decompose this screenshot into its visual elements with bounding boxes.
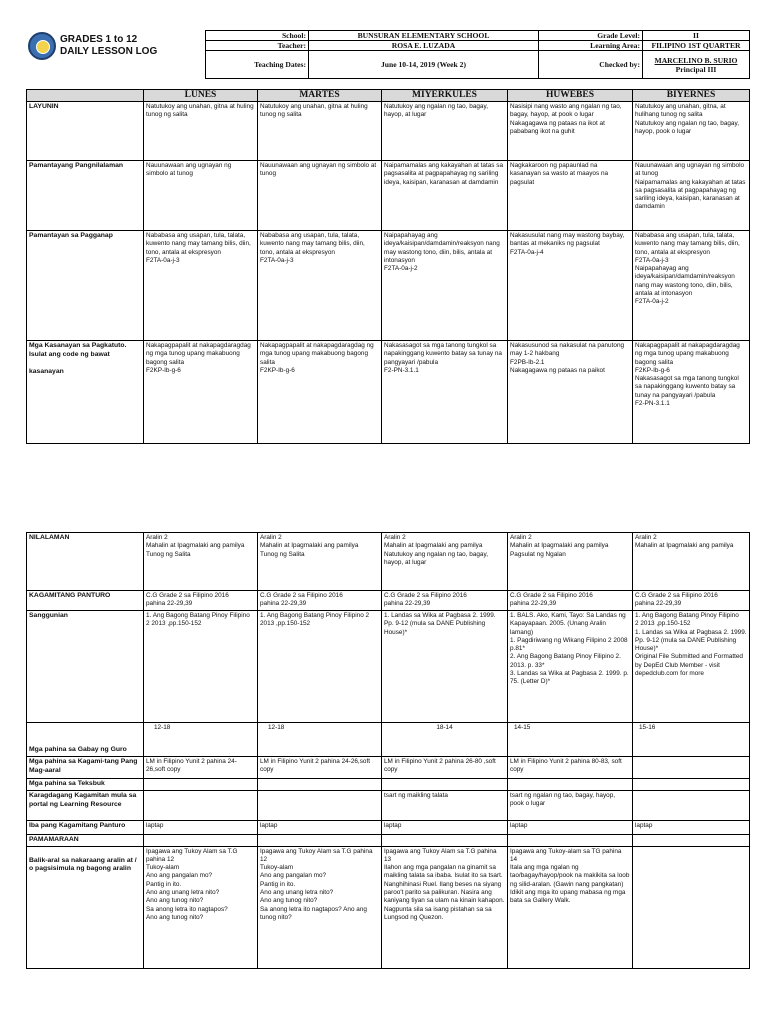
table-cell bbox=[508, 835, 633, 847]
table-row bbox=[27, 821, 750, 835]
table-cell: tsart ng maikling talata bbox=[382, 791, 508, 821]
table-cell: LM in Filipino Yunit 2 pahina 24-26,soft copy bbox=[258, 757, 382, 779]
table-cell: laptap bbox=[633, 821, 750, 835]
table-cell bbox=[633, 846, 750, 968]
table-cell: Nakasusunod sa nakasulat na panutong may 1-2 hakbang F2PB-Ib-2.1 Nakagagawa ng pataas na paikot bbox=[508, 341, 633, 444]
table-row bbox=[27, 161, 750, 231]
table-row bbox=[27, 791, 750, 821]
table-cell: LM in Filipino Yunit 2 pahina 24-26,soft copy bbox=[144, 757, 258, 779]
table-cell: Nagkakaroon ng papaunlad na kasanayan sa wasto at maayos na pagsulat bbox=[508, 161, 633, 231]
row-label: Mga Kasanayan sa Pagkatuto. Isulat ang code ng bawat kasanayan bbox=[27, 341, 144, 444]
table-row bbox=[27, 591, 750, 611]
table-cell bbox=[144, 791, 258, 821]
lesson-table-content bbox=[26, 532, 750, 969]
table-cell: Natutukoy ang ngalan ng tao, bagay, hayop, at lugar bbox=[382, 102, 508, 161]
lesson-table-objectives bbox=[26, 89, 750, 444]
table-cell: Nauunawaan ang ugnayan ng simbolo at tunog bbox=[144, 161, 258, 231]
table-cell: laptap bbox=[382, 821, 508, 835]
table-cell: C.G Grade 2 sa Filipino 2016 pahina 22-29,39 bbox=[633, 591, 750, 611]
table-cell: Natutukoy ang unahan, gitna at huling tunog ng salita bbox=[258, 102, 382, 161]
table-cell bbox=[382, 779, 508, 791]
corner-cell bbox=[27, 90, 144, 102]
table-cell: Ipagawa ang Tukoy Alam sa T.G pahina 12 Tukoy-alam Ano ang pangalan mo? Pantig in ito. Ano ang unang letra nito? Ano ang tunog nito? Sa anong letra ito nagtapos? Ano ang tunog nito? bbox=[258, 846, 382, 968]
table-cell: laptap bbox=[508, 821, 633, 835]
table-cell: tsart ng ngalan ng tao, bagay, hayop, pook o lugar bbox=[508, 791, 633, 821]
table-cell bbox=[258, 791, 382, 821]
table-cell bbox=[508, 779, 633, 791]
table-cell: 12-18 bbox=[258, 723, 382, 757]
grade-label: Grade Level: bbox=[539, 31, 643, 41]
table-row bbox=[27, 757, 750, 779]
checked-cell bbox=[643, 51, 750, 79]
table-cell: Aralin 2 Mahalin at Ipagmalaki ang pamilya Tunog ng Salita bbox=[144, 533, 258, 591]
row-label: LAYUNIN bbox=[27, 102, 144, 161]
checked-label: Checked by: bbox=[539, 51, 643, 79]
table-cell: Nakapagpapalit at nakapagdaragdag ng mga tunog upang makabuong bagong salita F2KP-Ib-g-6 Nakasasagot sa mga tanong tungkol sa napakinggang kuwento batay sa tunay na pangyayari /pabula F2-PN-3.1.1 bbox=[633, 341, 750, 444]
table-cell: Nasisipi nang wasto ang ngalan ng tao, bagay, hayop, at pook o lugar Nakagagawa ng pataas na ikot at pababang ikot na guhit bbox=[508, 102, 633, 161]
table-cell: C.G Grade 2 sa Filipino 2016 pahina 22-29,39 bbox=[258, 591, 382, 611]
day-header-miyerkules: MIYERKULES bbox=[382, 90, 508, 102]
school-value: BUNSURAN ELEMENTARY SCHOOL bbox=[309, 31, 539, 41]
table-cell bbox=[633, 835, 750, 847]
table-cell: LM in Filipino Yunit 2 pahina 26-80 ,soft copy bbox=[382, 757, 508, 779]
table-row bbox=[27, 846, 750, 968]
table-cell: Naipapahayag ang ideya/kaisipan/damdamin/reaksyon nang may wastong tono, diin, bilis, antala at intonasyon F2TA-0a-j-2 bbox=[382, 231, 508, 341]
dates-label: Teaching Dates: bbox=[206, 51, 309, 79]
table-row bbox=[27, 102, 750, 161]
day-header-martes: MARTES bbox=[258, 90, 382, 102]
table-cell bbox=[382, 835, 508, 847]
table-cell bbox=[633, 757, 750, 779]
table-cell: 1. Ang Bagong Batang Pinoy Filipino 2 2013 ,pp.150-152 bbox=[144, 611, 258, 723]
row-label: Iba pang Kagamitang Panturo bbox=[27, 821, 144, 835]
row-label: Balik-aral sa nakaraang aralin at / o pagsisimula ng bagong aralin bbox=[27, 846, 144, 968]
table-cell: Natutukoy ang unahan, gitna, at hulihang tunog ng salita Natutukoy ang ngalan ng tao, bagay, hayop, pook o lugar bbox=[633, 102, 750, 161]
table-cell: Ipagawa ang Tukoy Alam sa T.G pahina 12 Tukoy-alam Ano ang pangalan mo? Pantig in ito. Ano ang unang letra nito? Ano ang tunog nito? Sa anong letra ito nagtapos? Ano ang tunog nito? bbox=[144, 846, 258, 968]
dates-value: June 10-14, 2019 (Week 2) bbox=[309, 51, 539, 79]
table-cell: Nababasa ang usapan, tula, talata, kuwento nang may tamang bilis, diin, tono, antala at ekspresyon F2TA-0a-j-3 bbox=[258, 231, 382, 341]
row-label: Pamantayan sa Pagganap bbox=[27, 231, 144, 341]
table-cell bbox=[144, 835, 258, 847]
teacher-value: ROSA E. LUZADA bbox=[309, 41, 539, 51]
teacher-label: Teacher: bbox=[206, 41, 309, 51]
table-cell: Naipamamalas ang kakayahan at tatas sa pagsasalita at pagpapahayag ng sariling ideya, kaisipan, karanasan at damdamin bbox=[382, 161, 508, 231]
table-cell: C.G Grade 2 sa Filipino 2016 pahina 22-29,39 bbox=[382, 591, 508, 611]
day-header-lunes: LUNES bbox=[144, 90, 258, 102]
table-cell: 15-16 bbox=[633, 723, 750, 757]
table-cell: Aralin 2 Mahalin at Ipagmalaki ang pamilya bbox=[633, 533, 750, 591]
table-cell: 1. BALS. Ako, Kami, Tayo: Sa Landas ng Kapayapaan. 2005. (Unang Aralin lamang) 1. Pagdiriwang ng Wikang Filipino 2 2008 p.81* 2. Ang Bagong Batang Pinoy Filipino 2. 2013. p. 33* 3. Landas sa Wika at Pagbasa 2. 1999. p. 75. (Letter D)* bbox=[508, 611, 633, 723]
table-row bbox=[27, 723, 750, 757]
table-cell bbox=[633, 791, 750, 821]
table-row bbox=[27, 611, 750, 723]
doc-title-line2: DAILY LESSON LOG bbox=[60, 46, 158, 57]
table-cell: Aralin 2 Mahalin at Ipagmalaki ang pamilya Pagsulat ng Ngalan bbox=[508, 533, 633, 591]
table-cell: laptap bbox=[144, 821, 258, 835]
row-label: Sanggunian bbox=[27, 611, 144, 723]
table-cell: 1. Ang Bagong Batang Pinoy Filipino 2 2013 ,pp.150-152 bbox=[258, 611, 382, 723]
area-value: FILIPINO 1ST QUARTER bbox=[643, 41, 750, 51]
row-label: Pamantayang Pangnilalaman bbox=[27, 161, 144, 231]
table-cell: Nakapagpapalit at nakapagdaragdag ng mga tunog upang makabuong bagong salita F2KP-Ib-g-6 bbox=[144, 341, 258, 444]
row-label: KAGAMITANG PANTURO bbox=[27, 591, 144, 611]
table-cell: Aralin 2 Mahalin at Ipagmalaki ang pamilya Natutukoy ang ngalan ng tao, bagay, hayop, at lugar bbox=[382, 533, 508, 591]
row-label: Karagdagang Kagamitan mula sa portal ng Learning Resource bbox=[27, 791, 144, 821]
table-row bbox=[27, 533, 750, 591]
table-cell bbox=[144, 779, 258, 791]
table-row bbox=[27, 231, 750, 341]
checked-title: Principal III bbox=[675, 64, 717, 74]
table-row bbox=[27, 779, 750, 791]
table-cell: Natutukoy ang unahan, gitna at huling tunog ng salita bbox=[144, 102, 258, 161]
table-cell: 12-18 bbox=[144, 723, 258, 757]
table-cell: 14-15 bbox=[508, 723, 633, 757]
table-cell: Nababasa ang usapan, tula, talata, kuwento nang may tamang bilis, diin, tono, antala at ekspresyon F2TA-0a-j-3 Naipapahayag ang ideya/kaisipan/damdamin/reaksyon nang may wastong tono, diin, bilis, antala at intonasyon F2TA-0a-j-2 bbox=[633, 231, 750, 341]
table-cell: 1. Landas sa Wika at Pagbasa 2. 1999. Pp. 9-12 (mula sa DANE Publishing House)* bbox=[382, 611, 508, 723]
table-cell: Nababasa ang usapan, tula, talata, kuwento nang may tamang bilis, diin, tono, antala at ekspresyon F2TA-0a-j-3 bbox=[144, 231, 258, 341]
grade-value: II bbox=[643, 31, 750, 41]
table-cell bbox=[258, 779, 382, 791]
table-cell: Ipagawa ang Tukoy-alam sa TG pahina 14 Itala ang mga ngalan ng tao/bagay/hayop/pook na makikita sa loob ng silid-aralan. (Gawin nang pangkatan) Idikit ang mga ito upang mabasa ng mga bata sa Gallery Walk. bbox=[508, 846, 633, 968]
row-label: Mga pahina sa Kagami-tang Pang Mag-aaral bbox=[27, 757, 144, 779]
table-cell: C.G Grade 2 sa Filipino 2016 pahina 22-29,39 bbox=[508, 591, 633, 611]
table-cell bbox=[258, 835, 382, 847]
table-cell: 1. Ang Bagong Batang Pinoy Filipino 2 2013 ,pp.150-152 1. Landas sa Wika at Pagbasa 2. 1999. Pp. 9-12 (mula sa DANE Publishing House)* Original File Submitted and Formatted by DepEd Club Member - visit depedclub.com for more bbox=[633, 611, 750, 723]
table-cell: 18-14 bbox=[382, 723, 508, 757]
table-cell: LM in Filipino Yunit 2 pahina 80-83, soft copy bbox=[508, 757, 633, 779]
header-table bbox=[205, 30, 750, 79]
doc-title-line1: GRADES 1 to 12 bbox=[60, 34, 138, 45]
checked-value: MARCELINO B. SURIO bbox=[654, 55, 738, 65]
table-row bbox=[27, 835, 750, 847]
table-row bbox=[27, 341, 750, 444]
school-label: School: bbox=[206, 31, 309, 41]
day-header-biyernes: BIYERNES bbox=[633, 90, 750, 102]
table-cell: Nauunawaan ang ugnayan ng simbolo at tunog bbox=[258, 161, 382, 231]
deped-seal-icon bbox=[28, 32, 56, 60]
table-cell: Nakasasagot sa mga tanong tungkol sa napakinggang kuwento batay sa tunay na pangyayari /pabula F2-PN-3.1.1 bbox=[382, 341, 508, 444]
row-label: PAMAMARAAN bbox=[27, 835, 144, 847]
row-label: Mga pahina sa Gabay ng Guro bbox=[27, 723, 144, 757]
table-cell: laptap bbox=[258, 821, 382, 835]
area-label: Learning Area: bbox=[539, 41, 643, 51]
table-cell: Aralin 2 Mahalin at Ipagmalaki ang pamilya Tunog ng Salita bbox=[258, 533, 382, 591]
table-cell: Nakapagpapalit at nakapagdaragdag ng mga tunog upang makabuong bagong salita F2KP-Ib-g-6 bbox=[258, 341, 382, 444]
table-cell: C.G Grade 2 sa Filipino 2016 pahina 22-29,39 bbox=[144, 591, 258, 611]
table-cell: Nakasusulat nang may wastong baybay, bantas at mekaniks ng pagsulat F2TA-0a-j-4 bbox=[508, 231, 633, 341]
table-cell: Ipagawa ang Tukoy Alam sa T.G pahina 13 Ilahon ang mga pangalan na ginamit sa maikling talata sa ibaba. Isulat ito sa tsart. Nanghihinasi Ruel. Ilang beses na siyang paroo't parito sa palikuran. Nasira ang kaniyang tiyan sa ulam na kinain kahapon. Nagpunta sila sa isang pistahan sa sa Lungsod ng Quezon. bbox=[382, 846, 508, 968]
day-header-huwebes: HUWEBES bbox=[508, 90, 633, 102]
row-label: Mga pahina sa Teksbuk bbox=[27, 779, 144, 791]
table-cell: Nauunawaan ang ugnayan ng simbolo at tunog Naipamamalas ang kakayahan at tatas sa pagsasalita at pagpapahayag ng sariling ideya, kaisipan, karanasan at damdamin bbox=[633, 161, 750, 231]
row-label: NILALAMAN bbox=[27, 533, 144, 591]
table-cell bbox=[633, 779, 750, 791]
